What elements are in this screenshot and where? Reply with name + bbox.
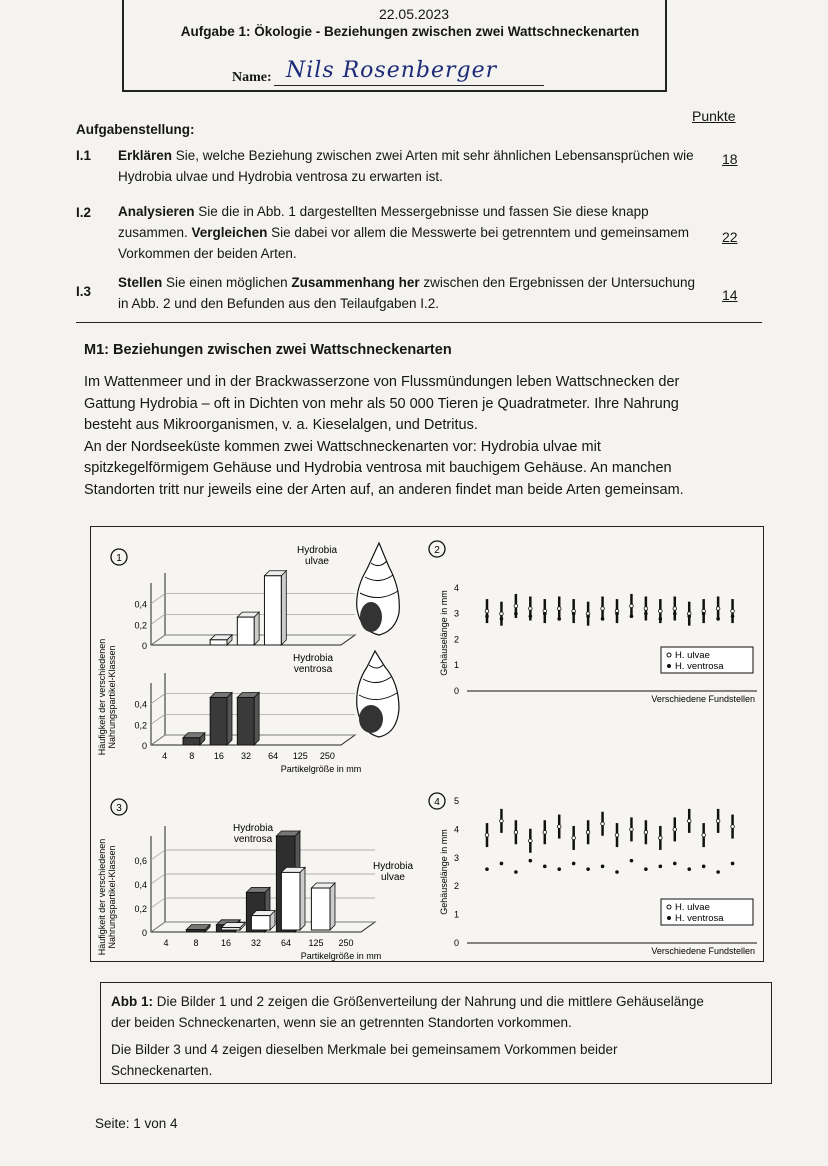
grid-diag [151, 635, 165, 645]
tasks-heading: Aufgabenstellung: [76, 122, 195, 137]
exam-date: 22.05.2023 [378, 6, 450, 22]
ulvae-mean-point [500, 612, 504, 616]
ulvae-mean-point [673, 607, 677, 611]
svg-text:4: 4 [434, 797, 440, 808]
grid-diag [151, 735, 165, 745]
ventrosa-mean-point [731, 862, 735, 866]
y-tick-label: 0 [453, 938, 459, 948]
ventrosa-mean-point [630, 614, 634, 618]
ventrosa-mean-point [543, 865, 547, 869]
y-tick-label: 0,2 [134, 904, 147, 914]
points-label: Punkte [692, 108, 736, 124]
ulvae-mean-point [659, 836, 663, 840]
ventrosa-mean-point [500, 617, 504, 621]
x-tick-label: 64 [280, 938, 292, 948]
ylabel-left-3a: Häufigkeit der verschiedenen [97, 838, 107, 956]
ulvae-mean-point [716, 607, 720, 611]
y-axis-label: Gehäuselänge in mm [439, 590, 449, 676]
panel-number-4 [429, 793, 445, 809]
ventrosa-mean-point [557, 867, 561, 871]
ulvae-mean-point [644, 607, 648, 611]
ylabel-left-1b: Nahrungspartikel-Klassen [107, 645, 117, 749]
y-tick-label: 0,2 [134, 620, 147, 631]
ventrosa-mean-point [500, 862, 504, 866]
ulvae-mean-point [659, 609, 663, 613]
task-3-number: I.3 [76, 284, 92, 299]
x-tick-label: 16 [220, 938, 232, 948]
task-2-number: I.2 [76, 205, 92, 220]
ulvae-mean-point [716, 819, 720, 823]
ulvae-mean-point [615, 833, 619, 837]
x-axis-label: Verschiedene Fundstellen [651, 946, 755, 956]
bar-side [227, 692, 232, 745]
bar-side [254, 612, 259, 645]
x-tick-label: 32 [250, 938, 262, 948]
ulvae-mean-point [687, 819, 691, 823]
y-tick-label: 0,2 [134, 720, 147, 731]
ventrosa-mean-point [731, 614, 735, 618]
ulvae-mean-point [731, 609, 735, 613]
ulvae-mean-point [702, 833, 706, 837]
ulvae-mean-point [529, 839, 533, 843]
chart-3 [134, 826, 381, 961]
grid-diag [151, 922, 165, 932]
chart-4 [439, 796, 757, 956]
panel-number-1 [111, 549, 127, 565]
x-axis-label: Partikelgröße in mm [300, 951, 382, 961]
y-tick-label: 1 [453, 909, 459, 920]
ulvae-mean-point [514, 604, 518, 608]
y-tick-label: 3 [453, 608, 459, 619]
ventrosa-mean-point [485, 614, 489, 618]
ventrosa-mean-point [615, 870, 619, 874]
ulvae-mean-point [630, 828, 634, 832]
ulvae-mean-point [557, 607, 561, 611]
bar [311, 888, 330, 930]
material-heading: M1: Beziehungen zwischen zwei Wattschneckenarten [84, 342, 452, 358]
x-tick-label: 32 [240, 751, 252, 761]
x-tick-label: 4 [162, 751, 168, 761]
legend-ulvae-text: H. ulvae [675, 902, 710, 913]
ulvae-mean-point [630, 604, 634, 608]
material-paragraph: Im Wattenmeer und in der Brackwasserzone von Flussmündungen leben Wattschnecken der Gattung Hydrobia – oft in Dichten von mehr als 50 000 Tieren je Quadratmeter. Ihre Nahrung besteht aus Mikroorganismen, v. a. Kieselalgen, und Detritus. An der Nordseeküste kommen zwei Wattschneckenarten vor: Hydrobia ulvae mit spitzkegelförmigem Gehäuse und Hydrobia ventrosa mit bauchigem Gehäuse. An manchen Standorten tritt nur jeweils eine der Arten auf, an anderen findet man beide Arten gemeinsam. [84, 374, 684, 498]
ventrosa-mean-point [586, 867, 590, 871]
bar [186, 930, 205, 932]
ulvae-mean-point [485, 609, 489, 613]
label-ventrosa-3a: Hydrobia [232, 823, 274, 834]
label-ventrosa-1a: Hydrobia [292, 653, 334, 664]
y-tick-label: 0,6 [134, 856, 147, 866]
task-2-points: 22 [722, 229, 738, 245]
ulvae-mean-point [601, 607, 605, 611]
y-tick-label: 0 [141, 928, 147, 938]
grid-diag [151, 874, 165, 884]
task-3-points: 14 [722, 287, 738, 303]
grid-diag [151, 694, 165, 704]
x-tick-label: 125 [308, 938, 324, 948]
bar [251, 916, 270, 930]
legend-ventrosa-marker [667, 664, 671, 668]
label-ulvae-1b: ulvae [305, 556, 329, 567]
chart-2 [439, 583, 757, 704]
shell-ulvae-drawing [357, 543, 400, 635]
ventrosa-mean-point [659, 617, 663, 621]
ulvae-mean-point [586, 830, 590, 834]
grid-diag [151, 714, 165, 724]
bar [221, 928, 240, 930]
x-tick-label: 8 [193, 938, 199, 948]
task-3-text: Stellen Sie einen möglichen Zusammenhang her zwischen den Ergebnissen der Untersuchung in Abb. 2 und den Befunden aus den Teilaufgaben I.2. [118, 275, 696, 311]
x-tick-label: 8 [189, 751, 195, 761]
ventrosa-mean-point [601, 865, 605, 869]
bar-side [281, 571, 286, 645]
y-tick-label: 4 [453, 582, 459, 593]
ventrosa-mean-point [716, 617, 720, 621]
ventrosa-mean-point [586, 614, 590, 618]
label-ulvae-3a: Hydrobia [372, 861, 414, 872]
grid-diag [151, 850, 165, 860]
legend-ventrosa-text: H. ventrosa [675, 913, 724, 924]
ventrosa-mean-point [529, 614, 533, 618]
ventrosa-mean-point [702, 865, 706, 869]
bar [210, 697, 227, 745]
task-1-text: Erklären Sie, welche Beziehung zwischen zwei Arten mit sehr ähnlichen Lebensansprüchen wie Hydrobia ulvae und Hydrobia ventrosa zu erwarten ist. [118, 148, 694, 184]
bar-side [300, 867, 305, 930]
y-tick-label: 2 [453, 634, 459, 645]
figure-box [90, 526, 764, 962]
ventrosa-mean-point [601, 617, 605, 621]
ventrosa-mean-point [659, 865, 663, 869]
x-tick-label: 4 [163, 938, 169, 948]
divider [76, 322, 762, 323]
y-tick-label: 0,4 [134, 599, 147, 610]
ventrosa-mean-point [543, 612, 547, 616]
ulvae-mean-point [557, 825, 561, 829]
y-tick-label: 0 [141, 741, 147, 751]
legend-ventrosa-text: H. ventrosa [675, 661, 724, 672]
page-footer: Seite: 1 von 4 [95, 1116, 178, 1131]
y-tick-label: 2 [453, 881, 459, 892]
ylabel-left-1a: Häufigkeit der verschiedenen [97, 638, 107, 756]
ulvae-mean-point [673, 828, 677, 832]
ventrosa-mean-point [529, 859, 533, 863]
y-tick-label: 0,4 [134, 699, 147, 710]
x-axis-label: Verschiedene Fundstellen [651, 694, 755, 704]
bar [210, 640, 227, 645]
name-handwritten: Nils Rosenberger [286, 58, 498, 83]
legend-ulvae-marker [667, 905, 671, 909]
bar [264, 576, 281, 645]
bar-side [330, 883, 335, 930]
y-tick-label: 0 [453, 686, 459, 696]
ventrosa-mean-point [514, 612, 518, 616]
shell-ventrosa-drawing [357, 651, 399, 737]
x-tick-label: 125 [292, 751, 308, 761]
ventrosa-mean-point [644, 612, 648, 616]
y-tick-label: 3 [453, 852, 459, 863]
ulvae-mean-point [644, 830, 648, 834]
ylabel-left-3b: Nahrungspartikel-Klassen [107, 845, 117, 949]
figure-charts [91, 527, 763, 961]
y-tick-label: 0,4 [134, 880, 147, 890]
svg-text:1: 1 [116, 553, 122, 564]
y-tick-label: 1 [453, 660, 459, 671]
y-tick-label: 0 [141, 641, 147, 651]
ventrosa-mean-point [673, 612, 677, 616]
y-axis-label: Gehäuselänge in mm [439, 829, 449, 915]
bar [237, 617, 254, 645]
ulvae-mean-point [529, 607, 533, 611]
ventrosa-mean-point [615, 612, 619, 616]
grid-diag [151, 614, 165, 624]
ventrosa-mean-point [673, 862, 677, 866]
name-line [274, 85, 544, 86]
label-ventrosa-3b: ventrosa [233, 834, 273, 845]
figure-caption: Abb 1: Die Bilder 1 und 2 zeigen die Größenverteilung der Nahrung und die mittlere Gehäuselänge der beiden Schneckenarten, wenn sie an getrennten Standorten vorkommen. Die Bilder 3 und 4 zeigen dieselben Merkmale bei gemeinsamem Vorkommen beider Schneckenarten. [100, 982, 772, 1084]
ulvae-mean-point [601, 822, 605, 826]
ventrosa-mean-point [630, 859, 634, 863]
ventrosa-mean-point [644, 867, 648, 871]
ventrosa-mean-point [687, 867, 691, 871]
bar [183, 738, 200, 745]
bar [237, 697, 254, 745]
ventrosa-mean-point [485, 867, 489, 871]
label-ventrosa-1b: ventrosa [293, 664, 333, 675]
ventrosa-mean-point [514, 870, 518, 874]
grid-diag [151, 594, 165, 604]
ventrosa-mean-point [687, 614, 691, 618]
ulvae-mean-point [572, 836, 576, 840]
ventrosa-mean-point [572, 862, 576, 866]
name-label: Name: [232, 70, 272, 85]
task-1-number: I.1 [76, 148, 92, 163]
grid-diag [151, 898, 165, 908]
ventrosa-mean-point [716, 870, 720, 874]
x-tick-label: 250 [338, 938, 354, 948]
ulvae-mean-point [731, 825, 735, 829]
bar [281, 872, 300, 930]
panel-number-2 [429, 541, 445, 557]
panel-number-3 [111, 799, 127, 815]
ulvae-mean-point [485, 833, 489, 837]
legend-ventrosa-marker [667, 916, 671, 920]
bar-side [254, 692, 259, 745]
ulvae-mean-point [500, 819, 504, 823]
y-tick-label: 4 [453, 824, 459, 835]
x-tick-label: 16 [213, 751, 224, 761]
task-2-text: Analysieren Sie die in Abb. 1 dargestellten Messergebnisse und fassen Sie diese knapp zusammen. Vergleichen Sie dabei vor allem die Messwerte bei getrenntem und gemeinsamem Vorkommen der beiden Arten. [118, 204, 690, 261]
label-ulvae-3b: ulvae [381, 872, 405, 883]
legend-ulvae-text: H. ulvae [675, 650, 710, 661]
x-axis-label: Partikelgröße in mm [280, 764, 362, 774]
ulvae-mean-point [543, 830, 547, 834]
x-tick-label: 64 [268, 751, 279, 761]
label-ulvae-1a: Hydrobia [296, 545, 338, 556]
x-tick-label: 250 [319, 751, 335, 761]
task-1-points: 18 [722, 151, 738, 167]
svg-text:2: 2 [434, 545, 440, 556]
legend-ulvae-marker [667, 653, 671, 657]
ventrosa-mean-point [702, 612, 706, 616]
ventrosa-mean-point [557, 617, 561, 621]
ulvae-mean-point [514, 830, 518, 834]
exam-title: Aufgabe 1: Ökologie - Beziehungen zwischen zwei Wattschneckenarten [180, 24, 640, 39]
ventrosa-mean-point [572, 612, 576, 616]
y-tick-label: 5 [453, 796, 459, 806]
svg-text:3: 3 [116, 803, 122, 814]
